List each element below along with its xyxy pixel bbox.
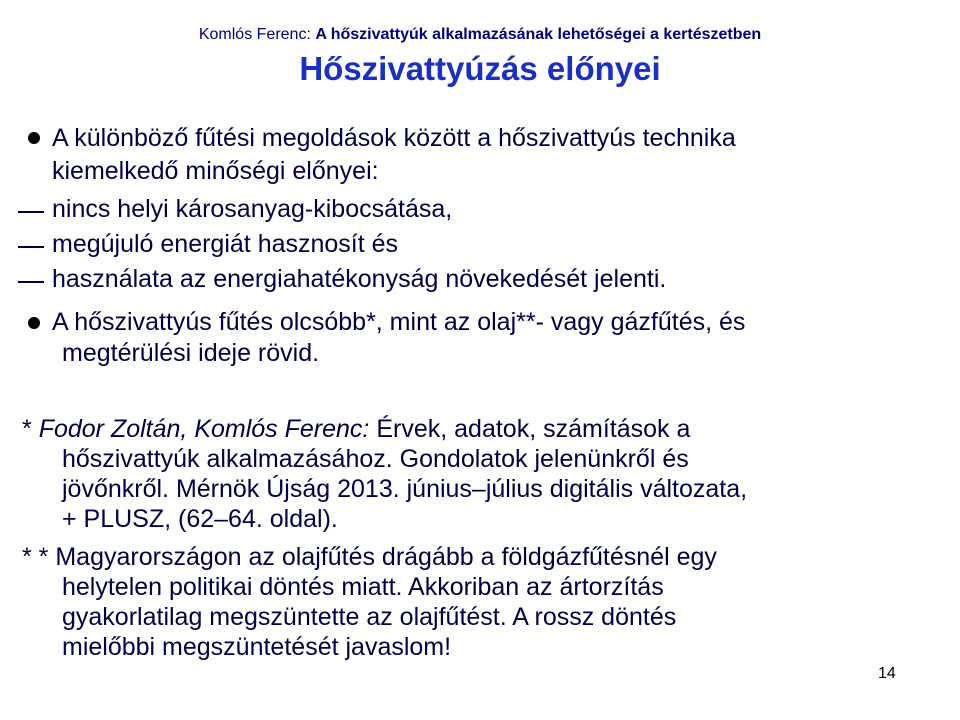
dash-icon [18,281,44,283]
page-number: 14 [878,665,896,682]
dash-item-1: nincs helyi károsanyag-kibocsátása, [52,195,453,223]
dash-icon [18,246,44,248]
dash-icon [18,211,44,213]
note1-prefix: * [22,415,39,443]
note1-line4: + PLUSZ, (62–64. oldal). [62,505,338,533]
bullet1-line1: A különböző fűtési megoldások között a hőszivattyús technika [52,124,736,152]
slide-header [0,26,960,44]
bullet1-line2: kiemelkedő minőségi előnyei: [52,157,379,185]
slide-title: Hőszivattyúzás előnyei [299,50,661,87]
bullet2-line2: megtérülési ideje rövid. [62,339,320,367]
header-author: Komlós Ferenc: [198,26,316,43]
note1-line1 [22,414,690,444]
dash-item-2: megújuló energiát hasznosít és [52,230,399,258]
note1-line3: jövőnkről. Mérnök Újság 2013. június–július digitális változata, [62,475,748,503]
note2-line3: gyakorlatilag megszüntette az olajfűtést. A rossz döntés [62,603,677,631]
note1-authors: Fodor Zoltán, Komlós Ferenc: [38,415,370,443]
note2-line4: mielőbbi megszüntetését javaslom! [62,633,452,661]
dash-item-3: használata az energiahatékonyság növekedését jelenti. [52,265,667,293]
note2-line2: helytelen politikai döntés miatt. Akkoriban az ártorzítás [62,573,664,601]
note1-line2: hőszivattyúk alkalmazásához. Gondolatok jelenünkről és [62,445,689,473]
note2-line1: * * Magyarországon az olajfűtés drágább a földgázfűtésnél egy [22,543,717,571]
bullet-dot-icon [28,317,40,329]
note1-rest: Érvek, adatok, számítások a [369,415,691,443]
header-title: A hőszivattyúk alkalmazásának lehetőségei a kertészetben [315,26,762,43]
bullet-dot-icon [28,132,40,144]
bullet2-line1: A hőszivattyús fűtés olcsóbb*, mint az olaj**- vagy gázfűtés, és [52,308,746,336]
